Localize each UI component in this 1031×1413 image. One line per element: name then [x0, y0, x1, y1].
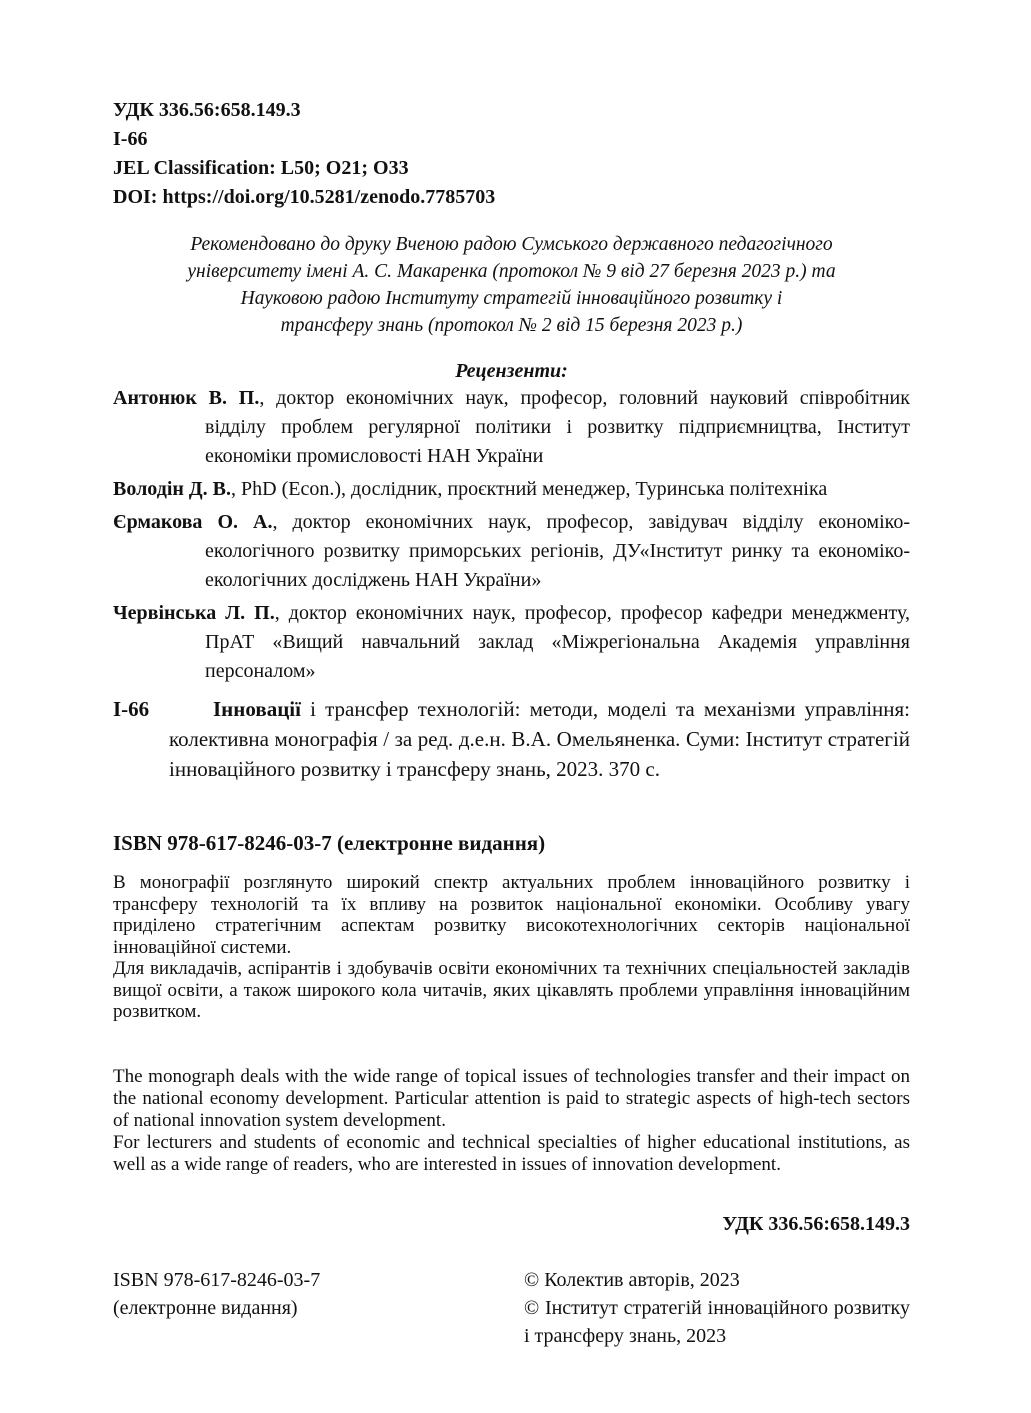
reviewer-details: , доктор економічних наук, професор, професор кафедри менеджменту, ПрАТ «Вищий навчальний заклад «Міжрегіональна Академія управління персоналом» [205, 602, 910, 682]
reviewer-details: , доктор економічних наук, професор, завідувач відділу економіко-екологічного розвитку приморських регіонів, ДУ«Інститут ринку та економіко-екологічних досліджень НАН України» [205, 511, 910, 591]
catalog-code: І-66 [113, 128, 148, 150]
catalog-entry-code: І-66 [113, 697, 150, 721]
catalog-entry-description: і трансфер технологій: методи, моделі та механізми управління: колективна монографія / за ред. д.е.н. В.А. Омельяненка. Суми: Інститут стратегій інноваційного розвитку і трансферу знань, 2023. 370 с. [169, 697, 910, 781]
reviewer-name: Червінська Л. П. [113, 602, 275, 624]
reviewer-details: , доктор економічних наук, професор, головний науковий співробітник відділу проблем регулярної політики і розвитку підприємництва, Інститут економіки промисловості НАН України [205, 387, 910, 467]
reviewer-name: Єрмакова О. А. [113, 511, 273, 533]
reviewer-entry [113, 475, 910, 504]
abstract-paragraph: Для викладачів, аспірантів і здобувачів освіти економічних та технічних спеціальностей закладів вищої освіти, а також широкого кола читачів, яких цікавлять проблеми управління інноваційним розвитком. [113, 958, 910, 1022]
reviewer-name: Антонюк В. П. [113, 387, 260, 409]
bibliographic-metadata [113, 96, 495, 212]
copyright-block [524, 1266, 910, 1350]
abstract-paragraph: В монографії розглянуто широкий спектр актуальних проблем інноваційного розвитку і трансферу технологій та їх впливу на розвиток національної економіки. Особливу увагу приділено стратегічним аспектам розвитку високотехнологічних секторів національної інноваційної системи. [113, 872, 910, 958]
reviewer-details: , PhD (Econ.), дослідник, проєктний менеджер, Туринська політехніка [231, 478, 828, 500]
recommendation-line: трансферу знань (протокол № 2 від 15 березня 2023 р.) [280, 315, 743, 336]
reviewer-entry [113, 384, 910, 471]
copyright-institute: © Інститут стратегій інноваційного розвитку і трансферу знань, 2023 [524, 1297, 910, 1347]
reviewers-list [113, 384, 910, 690]
udk-code: УДК 336.56:658.149.3 [113, 99, 301, 121]
doi-link[interactable]: DOI: https://doi.org/10.5281/zenodo.7785703 [113, 186, 496, 208]
reviewer-name: Володін Д. В. [113, 478, 232, 500]
abstract-paragraph: The monograph deals with the wide range of topical issues of technologies transfer and their impact on the national economy development. Particular attention is paid to strategic aspects of high-tech sectors of national innovation system development. [113, 1066, 910, 1131]
isbn-edition: (електронне видання) [113, 1297, 298, 1319]
abstract-ukrainian [113, 872, 910, 1023]
reviewer-entry [113, 599, 910, 686]
recommendation-line: Рекомендовано до друку Вченою радою Сумського державного педагогічного [190, 234, 833, 255]
publication-recommendation [113, 231, 910, 339]
isbn-heading: ISBN 978-617-8246-03-7 (електронне видання) [113, 831, 546, 855]
abstract-english [113, 1066, 910, 1176]
isbn-footer [113, 1266, 320, 1322]
udk-footer: УДК 336.56:658.149.3 [722, 1213, 910, 1235]
recommendation-line: університету імені А. С. Макаренка (протокол № 9 від 27 березня 2023 р.) та [187, 261, 836, 282]
reviewer-entry [113, 508, 910, 595]
recommendation-line: Науковою радою Інституту стратегій інноваційного розвитку і [240, 288, 783, 309]
catalog-entry-title-lead: Інновації [213, 697, 301, 721]
abstract-paragraph: For lecturers and students of economic and technical specialties of higher educational institutions, as well as a wide range of readers, who are interested in issues of innovation development. [113, 1132, 910, 1175]
catalog-entry [113, 694, 910, 784]
isbn-number: ISBN 978-617-8246-03-7 [113, 1269, 321, 1291]
copyright-authors: © Колектив авторів, 2023 [524, 1269, 740, 1291]
jel-classification: JEL Classification: L50; O21; O33 [113, 157, 409, 179]
reviewers-heading: Рецензенти: [455, 360, 568, 382]
